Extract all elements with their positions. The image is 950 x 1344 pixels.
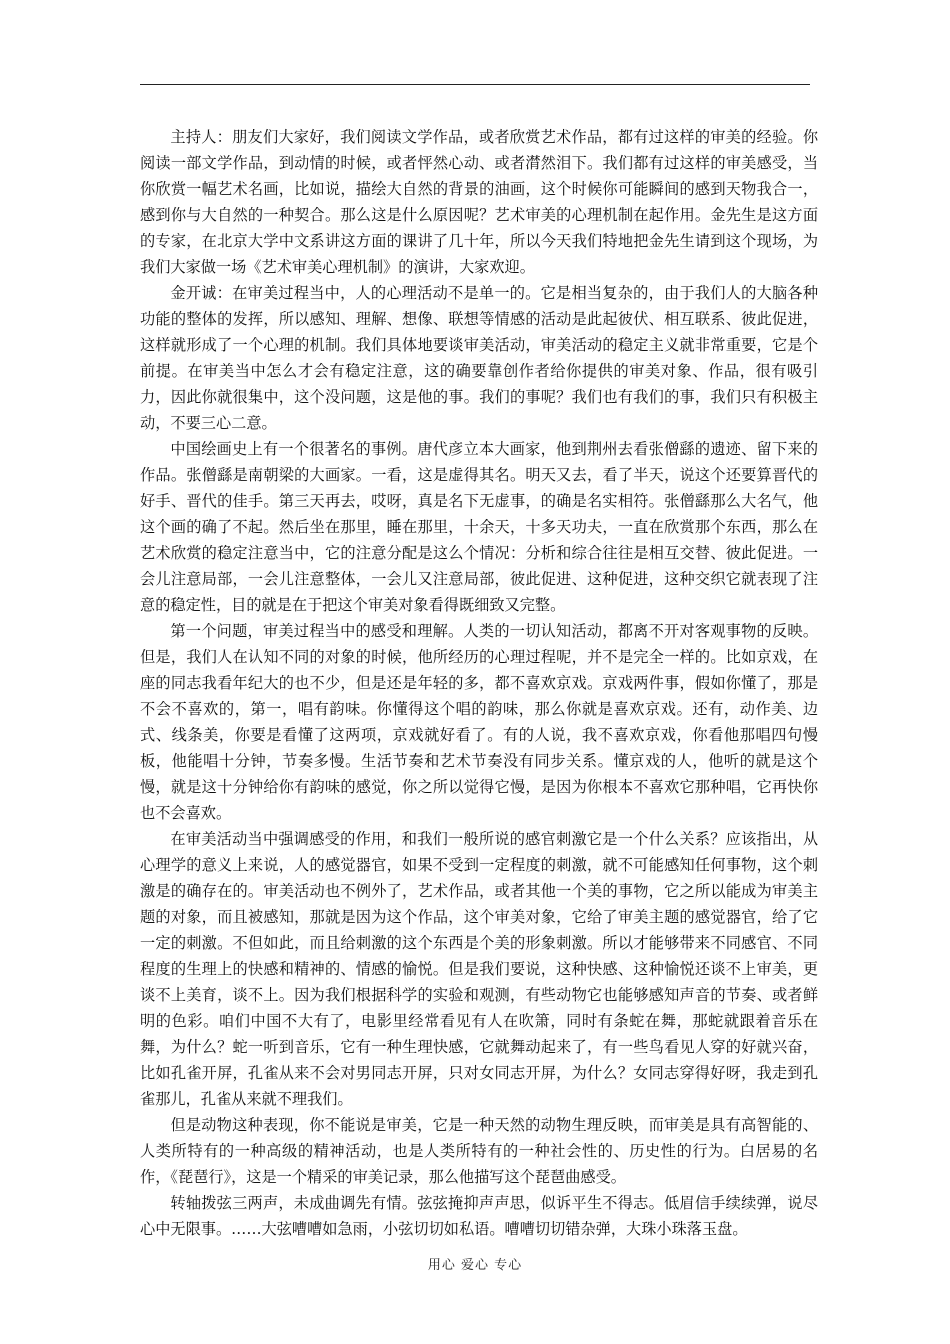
paragraph-host-intro: 主持人：朋友们大家好，我们阅读文学作品，或者欣赏艺术作品，都有过这样的审美的经验。你阅读一部文学作品，到动情的时候，或者怦然心动、或者潸然泪下。我们都有过这样的审美感受，当你欣赏一幅艺术名画，比如说，描绘大自然的背景的油画，这个时候你可能瞬间的感到天物我合一，感到你与大自然的一种契合。那么这是什么原因呢？艺术审美的心理机制在起作用。金先生是这方面的专家，在北京大学中文系讲这方面的课讲了几十年，所以今天我们特地把金先生请到这个现场，为我们大家做一场《艺术审美心理机制》的演讲，大家欢迎。 [140, 128, 818, 276]
page-footer: 用心 爱心 专心 [427, 1258, 523, 1273]
document-body [140, 124, 818, 1242]
header-rule [140, 84, 810, 85]
paragraph-pipa-poem: 转轴拨弦三两声，未成曲调先有情。弦弦掩抑声声思，似诉平生不得志。低眉信手续续弹，说尽心中无限事。……大弦嘈嘈如急雨，小弦切切如私语。嘈嘈切切错杂弹，大珠小珠落玉盘。 [140, 1194, 818, 1238]
paragraph-painting-anecdote: 中国绘画史上有一个很著名的事例。唐代彦立本大画家，他到荆州去看张僧繇的遗迹、留下来的作品。张僧繇是南朝梁的大画家。一看，这是虚得其名。明天又去，看了半天，说这个还要算晋代的好手、晋代的佳手。第三天再去，哎呀，真是名下无虚事，的确是名实相符。张僧繇那么大名气，他这个画的确了不起。然后坐在那里，睡在那里，十余天，十多天功夫，一直在欣赏那个东西，那么在艺术欣赏的稳定注意当中，它的注意分配是这么个情况：分析和综合往往是相互交替、彼此促进。一会儿注意局部，一会儿注意整体，一会儿又注意局部，彼此促进、这种促进，这种交织它就表现了注意的稳定性，目的就是在于把这个审美对象看得既细致又完整。 [140, 440, 818, 614]
paragraph-animal-vs-aesthetic: 但是动物这种表现，你不能说是审美，它是一种天然的动物生理反映，而审美是具有高智能的、人类所特有的一种高级的精神活动，也是人类所特有的一种社会性的、历史性的行为。白居易的名作，《琵琶行》，这是一个精采的审美记录，那么他描写这个琵琶曲感受。 [140, 1116, 818, 1186]
paragraph-jin-speech: 金开诚：在审美过程当中，人的心理活动不是单一的。它是相当复杂的，由于我们人的大脑各种功能的整体的发挥，所以感知、理解、想像、联想等情感的活动是此起彼伏、相互联系、彼此促进，这样就形成了一个心理的机制。我们具体地要谈审美活动，审美活动的稳定主义就非常重要，它是个前提。在审美当中怎么才会有稳定注意，这的确要靠创作者给你提供的审美对象、作品，很有吸引力，因此你就很集中，这个没问题，这是他的事。我们的事呢？我们也有我们的事，我们只有积极主动，不要三心二意。 [140, 284, 818, 432]
paragraph-perception-understanding: 第一个问题，审美过程当中的感受和理解。人类的一切认知活动，都离不开对客观事物的反映。但是，我们人在认知不同的对象的时候，他所经历的心理过程呢，并不是完全一样的。比如京戏，在座的同志我看年纪大的也不少，但是还是年轻的多，都不喜欢京戏。京戏两件事，假如你懂了，那是不会不喜欢的，第一，唱有韵味。你懂得这个唱的韵味，那么你就是喜欢京戏。还有，动作美、边式、线条美，你要是看懂了这两项，京戏就好看了。有的人说，我不喜欢京戏，你看他那唱四句慢板，他能唱十分钟，节奏多慢。生活节奏和艺术节奏没有同步关系。懂京戏的人，他听的就是这个慢，就是这十分钟给你有韵味的感觉，你之所以觉得它慢，是因为你根本不喜欢它那种唱，它再快你也不会喜欢。 [140, 622, 818, 822]
paragraph-sensory-stimulus: 在审美活动当中强调感受的作用，和我们一般所说的感官刺激它是一个什么关系？应该指出，从心理学的意义上来说，人的感觉器官，如果不受到一定程度的刺激，就不可能感知任何事物，这个刺激是的确存在的。审美活动也不例外了，艺术作品，或者其他一个美的事物，它之所以能成为审美主题的对象，而且被感知，那就是因为这个作品，这个审美对象，它给了审美主题的感觉器官，给了它一定的刺激。不但如此，而且给刺激的这个东西是个美的形象刺激。所以才能够带来不同感官、不同程度的生理上的快感和精神的、情感的愉悦。但是我们要说，这种快感、这种愉悦还谈不上审美，更谈不上美育，谈不上。因为我们根据科学的实验和观测，有些动物它也能够感知声音的节奏、或者鲜明的色彩。咱们中国不大有了，电影里经常看见有人在吹箫，同时有条蛇在舞，那蛇就跟着音乐在舞，为什么？蛇一听到音乐，它有一种生理快感，它就舞动起来了，有一些鸟看见人穿的好就兴奋，比如孔雀开屏，孔雀从来不会对男同志开屏，只对女同志开屏，为什么？女同志穿得好呀，我走到孔雀那儿，孔雀从来就不理我们。 [140, 830, 818, 1108]
